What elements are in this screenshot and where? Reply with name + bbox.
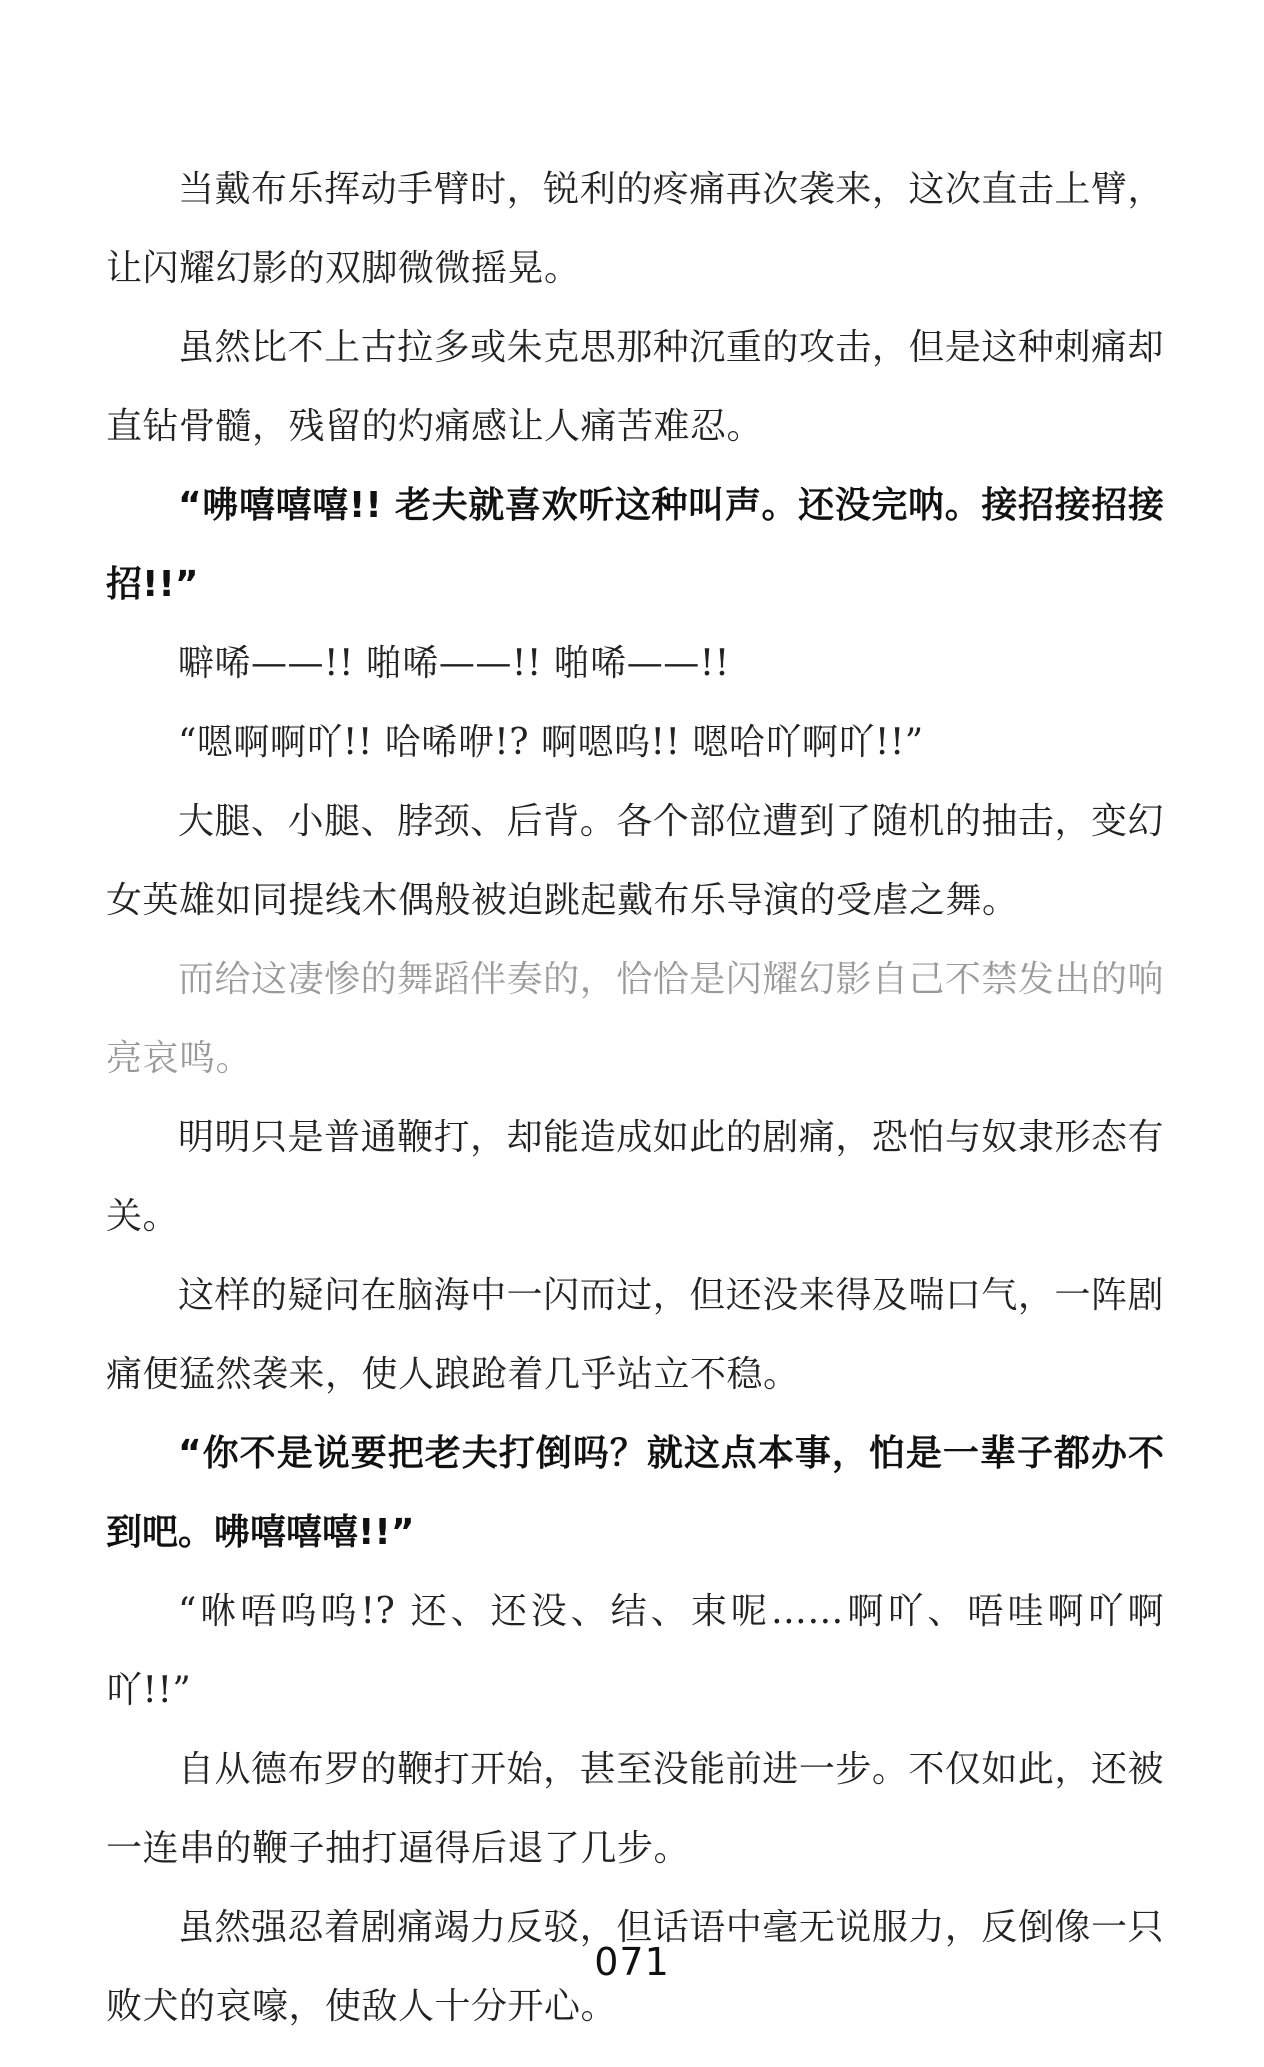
paragraph: 这样的疑问在脑海中一闪而过，但还没来得及喘口气，一阵剧痛便猛然袭来，使人踉跄着几乎站立不稳。 xyxy=(106,1275,1164,1395)
page-number: 071 xyxy=(594,1940,670,1984)
sound-effect-paragraph: 噼唏——!! 啪唏——!! 啪唏——!! xyxy=(178,643,730,684)
paragraph: 虽然比不上古拉多或朱克思那种沉重的攻击，但是这种刺痛却直钻骨髓，残留的灼痛感让人痛苦难忍。 xyxy=(106,327,1164,447)
faded-paragraph: 而给这凄惨的舞蹈伴奏的，恰恰是闪耀幻影自己不禁发出的响亮哀鸣。 xyxy=(106,959,1164,1079)
body-text xyxy=(106,150,1164,2046)
paragraph: 大腿、小腿、脖颈、后背。各个部位遭到了随机的抽击，变幻女英雄如同提线木偶般被迫跳起戴布乐导演的受虐之舞。 xyxy=(106,801,1164,921)
dialogue-paragraph: “咈嘻嘻嘻!! 老夫就喜欢听这种叫声。还没完呐。接招接招接招!!” xyxy=(106,485,1164,605)
paragraph: 虽然强忍着剧痛竭力反驳，但话语中毫无说服力，反倒像一只败犬的哀嚎，使敌人十分开心。 xyxy=(106,1907,1164,2027)
paragraph: 当戴布乐挥动手臂时，锐利的疼痛再次袭来，这次直击上臂，让闪耀幻影的双脚微微摇晃。 xyxy=(106,169,1164,289)
dialogue-paragraph: “咻唔呜呜!? 还、还没、结、束呢……啊吖、唔哇啊吖啊吖!!” xyxy=(106,1591,1164,1711)
paragraph: 自从德布罗的鞭打开始，甚至没能前进一步。不仅如此，还被一连串的鞭子抽打逼得后退了几步。 xyxy=(106,1749,1164,1869)
paragraph: 明明只是普通鞭打，却能造成如此的剧痛，恐怕与奴隶形态有关。 xyxy=(106,1117,1164,1237)
dialogue-paragraph: “你不是说要把老夫打倒吗？就这点本事，怕是一辈子都办不到吧。咈嘻嘻嘻!!” xyxy=(106,1433,1164,1553)
dialogue-paragraph: “嗯啊啊吖!! 哈唏咿!? 啊嗯呜!! 嗯哈吖啊吖!!” xyxy=(178,722,924,763)
